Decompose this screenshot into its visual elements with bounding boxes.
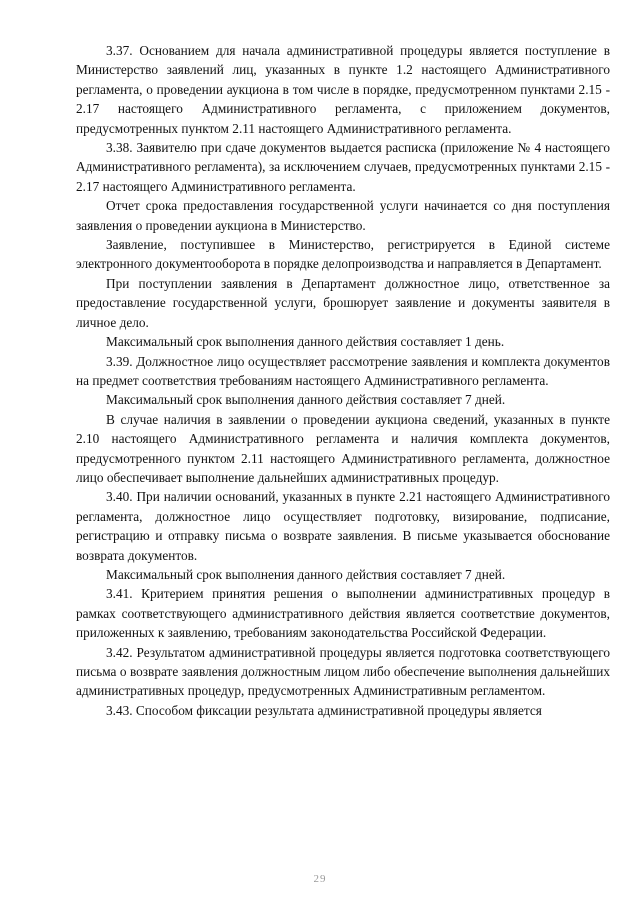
page-number: 29 <box>313 873 327 885</box>
document-body <box>76 41 610 720</box>
paragraph-3-38: 3.38. Заявителю при сдаче документов выдается расписка (приложение № 4 настоящего Административного регламента), за исключением случаев, предусмотренных пунктами 2.15 - 2.17 настоящего Административного регламента. <box>76 140 610 194</box>
paragraph-3-42: 3.42. Результатом административной процедуры является подготовка соответствующего письма о возврате заявления должностным лицом либо обеспечение выполнения дальнейших административных процедур, предусмотренных Административным регламентом. <box>76 644 610 699</box>
paragraph-max-term-7-days-b: Максимальный срок выполнения данного действия составляет 7 дней. <box>106 566 506 582</box>
paragraph-max-term-7-days-a: Максимальный срок выполнения данного действия составляет 7 дней. <box>106 392 506 408</box>
paragraph-max-term-1-day: Максимальный срок выполнения данного действия составляет 1 день. <box>106 334 505 350</box>
paragraph-term-start: Отчет срока предоставления государственной услуги начинается со дня поступления заявления о проведении аукциона в Министерство. <box>76 198 610 233</box>
paragraph-3-39: 3.39. Должностное лицо осуществляет рассмотрение заявления и комплекта документов на предмет соответствия требованиям настоящего Административного регламента. <box>76 353 610 388</box>
paragraph-3-41: 3.41. Критерием принятия решения о выполнении административных процедур в рамках соответствующего административного действия является соответствие документов, приложенных к заявлению, требованиям законодательства Российской Федерации. <box>76 586 610 641</box>
paragraph-3-37: 3.37. Основанием для начала административной процедуры является поступление в Министерство заявлений лиц, указанных в пункте 1.2 настоящего Административного регламента, о проведении аукциона в том числе в порядке, предусмотренном пунктами 2.15 - 2.17 настоящего Административного регламента, с приложением документов, предусмотренных пунктом 2.11 настоящего Административного регламента. <box>76 43 610 136</box>
paragraph-3-43: 3.43. Способом фиксации результата административной процедуры является <box>106 702 542 718</box>
paragraph-department-receipt: При поступлении заявления в Департамент должностное лицо, ответственное за предоставление государственной услуги, брошюрует заявление и документы заявителя в личное дело. <box>76 275 610 330</box>
paragraph-3-40: 3.40. При наличии оснований, указанных в пункте 2.21 настоящего Административного регламента, должностное лицо осуществляет подготовку, визирование, подписание, регистрацию и отправку письма о возврате заявления. В письме указывается обоснование возврата документов. <box>76 489 610 563</box>
paragraph-further-procedures: В случае наличия в заявлении о проведении аукциона сведений, указанных в пункте 2.10 настоящего Административного регламента и наличия комплекта документов, предусмотренного пунктом 2.11 настоящего Административного регламента, должностное лицо обеспечивает выполнение дальнейших административных процедур. <box>76 411 610 485</box>
paragraph-registration: Заявление, поступившее в Министерство, регистрируется в Единой системе электронного документооборота в порядке делопроизводства и направляется в Департамент. <box>76 237 610 272</box>
